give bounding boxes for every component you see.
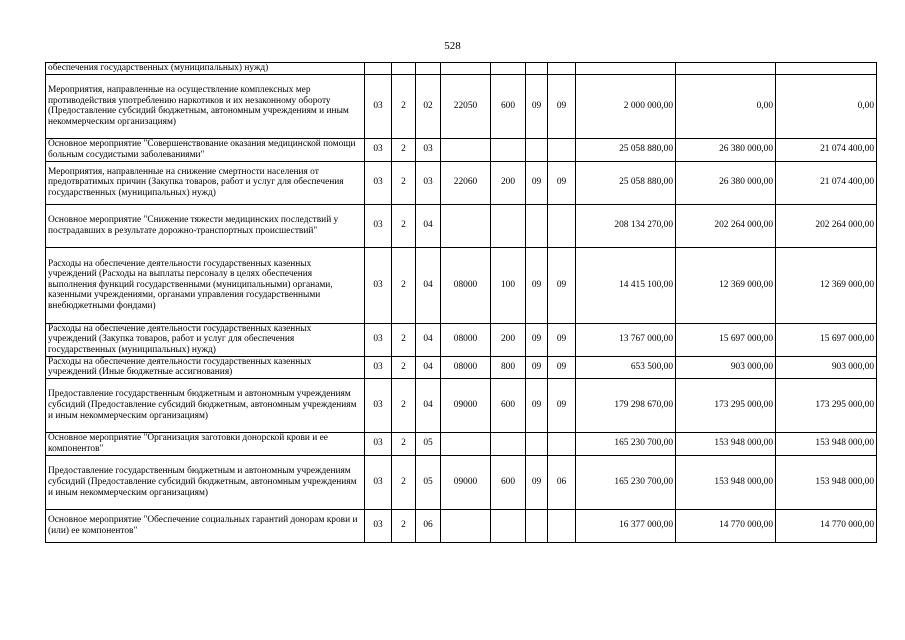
amount-year-3: 153 948 000,00: [776, 455, 877, 509]
code-section: 09: [526, 378, 548, 432]
code-subsection: 06: [548, 455, 576, 509]
amount-year-2: [676, 63, 776, 75]
code-section: 09: [526, 247, 548, 323]
code-direction: 08000: [441, 356, 491, 378]
code-section: 09: [526, 356, 548, 378]
amount-year-3: 21 074 400,00: [776, 138, 877, 161]
row-description: Расходы на обеспечение деятельности государственных казенных учреждений (Иные бюджетные ассигнования): [46, 356, 365, 378]
code-section: [526, 509, 548, 542]
code-section: 09: [526, 74, 548, 138]
table-row: [46, 74, 877, 138]
code-section: [526, 432, 548, 455]
code-program: 03: [365, 247, 392, 323]
table-row: [46, 161, 877, 204]
amount-year-2: 153 948 000,00: [676, 432, 776, 455]
amount-year-2: 15 697 000,00: [676, 323, 776, 356]
code-expense-type: 600: [491, 455, 526, 509]
code-section: [526, 63, 548, 75]
code-program: 03: [365, 455, 392, 509]
code-direction: 22060: [441, 161, 491, 204]
amount-year-2: 903 000,00: [676, 356, 776, 378]
row-description: обеспечения государственных (муниципальных) нужд): [46, 63, 365, 75]
code-program: 03: [365, 509, 392, 542]
amount-year-1: 208 134 270,00: [576, 204, 676, 247]
code-expense-type: [491, 509, 526, 542]
amount-year-1: 179 298 670,00: [576, 378, 676, 432]
code-subsection: 09: [548, 356, 576, 378]
code-activity: 06: [416, 509, 441, 542]
amount-year-1: 14 415 100,00: [576, 247, 676, 323]
code-activity: 04: [416, 356, 441, 378]
code-subsection: 09: [548, 74, 576, 138]
amount-year-1: 653 500,00: [576, 356, 676, 378]
code-direction: [441, 432, 491, 455]
code-subsection: [548, 138, 576, 161]
code-direction: 08000: [441, 323, 491, 356]
code-subprogram: 2: [392, 138, 416, 161]
code-expense-type: 800: [491, 356, 526, 378]
table-row: [46, 455, 877, 509]
row-description: Предоставление государственным бюджетным и автономным учреждениям субсидий (Предоставление субсидий бюджетным, автономным учреждениям и иным некоммерческим организациям): [46, 378, 365, 432]
code-direction: 09000: [441, 455, 491, 509]
code-program: 03: [365, 138, 392, 161]
code-activity: 05: [416, 455, 441, 509]
code-subprogram: 2: [392, 161, 416, 204]
code-direction: 09000: [441, 378, 491, 432]
amount-year-2: 202 264 000,00: [676, 204, 776, 247]
code-subsection: [548, 432, 576, 455]
budget-table: [45, 62, 877, 543]
code-subprogram: 2: [392, 432, 416, 455]
code-expense-type: 600: [491, 378, 526, 432]
amount-year-1: 25 058 880,00: [576, 161, 676, 204]
page-number: 528: [444, 40, 461, 52]
amount-year-2: 153 948 000,00: [676, 455, 776, 509]
code-subprogram: 2: [392, 455, 416, 509]
code-subprogram: 2: [392, 323, 416, 356]
amount-year-3: 202 264 000,00: [776, 204, 877, 247]
code-subprogram: 2: [392, 204, 416, 247]
table-row: [46, 356, 877, 378]
amount-year-1: 2 000 000,00: [576, 74, 676, 138]
table-row: [46, 247, 877, 323]
row-description: Предоставление государственным бюджетным и автономным учреждениям субсидий (Предоставление субсидий бюджетным, автономным учреждениям и иным некоммерческим организациям): [46, 455, 365, 509]
code-subsection: 09: [548, 161, 576, 204]
code-activity: 04: [416, 247, 441, 323]
table-body: [46, 63, 877, 543]
amount-year-2: 26 380 000,00: [676, 161, 776, 204]
amount-year-1: 25 058 880,00: [576, 138, 676, 161]
code-direction: [441, 509, 491, 542]
table-row: [46, 323, 877, 356]
table-row: [46, 509, 877, 542]
code-activity: 04: [416, 323, 441, 356]
code-activity: 02: [416, 74, 441, 138]
amount-year-1: 165 230 700,00: [576, 432, 676, 455]
amount-year-3: 0,00: [776, 74, 877, 138]
row-description: Расходы на обеспечение деятельности государственных казенных учреждений (Закупка товаров, работ и услуг для обеспечения государственных (муниципальных) нужд): [46, 323, 365, 356]
amount-year-1: 16 377 000,00: [576, 509, 676, 542]
amount-year-3: 173 295 000,00: [776, 378, 877, 432]
amount-year-3: 14 770 000,00: [776, 509, 877, 542]
table-row: [46, 432, 877, 455]
code-subsection: [548, 63, 576, 75]
row-description: Основное мероприятие "Организация заготовки донорской крови и ее компонентов": [46, 432, 365, 455]
code-subsection: 09: [548, 247, 576, 323]
code-expense-type: [491, 432, 526, 455]
code-section: [526, 138, 548, 161]
code-subsection: 09: [548, 323, 576, 356]
amount-year-2: 173 295 000,00: [676, 378, 776, 432]
amount-year-3: 903 000,00: [776, 356, 877, 378]
row-description: Расходы на обеспечение деятельности государственных казенных учреждений (Расходы на выплаты персоналу в целях обеспечения выполнения функций государственными (муниципальными) органами, казенными учреждениями, органами управления государственными внебюджетными фондами): [46, 247, 365, 323]
code-activity: 05: [416, 432, 441, 455]
code-activity: 04: [416, 204, 441, 247]
code-expense-type: 600: [491, 74, 526, 138]
code-subprogram: [392, 63, 416, 75]
row-description: Основное мероприятие "Снижение тяжести медицинских последствий у пострадавших в результате дорожно-транспортных происшествий": [46, 204, 365, 247]
code-program: 03: [365, 204, 392, 247]
code-subsection: [548, 204, 576, 247]
code-direction: 22050: [441, 74, 491, 138]
table-row: [46, 138, 877, 161]
code-activity: 03: [416, 161, 441, 204]
amount-year-2: 14 770 000,00: [676, 509, 776, 542]
amount-year-3: [776, 63, 877, 75]
code-expense-type: 200: [491, 161, 526, 204]
table-row: [46, 63, 877, 75]
row-description: Мероприятия, направленные на снижение смертности населения от предотвратимых причин (Закупка товаров, работ и услуг для обеспечения государственных (муниципальных) нужд): [46, 161, 365, 204]
code-section: 09: [526, 323, 548, 356]
code-subsection: [548, 509, 576, 542]
amount-year-3: 12 369 000,00: [776, 247, 877, 323]
row-description: Основное мероприятие "Совершенствование оказания медицинской помощи больным сосудистыми заболеваниями": [46, 138, 365, 161]
code-subprogram: 2: [392, 247, 416, 323]
code-expense-type: [491, 63, 526, 75]
code-expense-type: [491, 138, 526, 161]
amount-year-2: 12 369 000,00: [676, 247, 776, 323]
code-section: 09: [526, 455, 548, 509]
code-expense-type: 100: [491, 247, 526, 323]
code-program: 03: [365, 432, 392, 455]
code-subprogram: 2: [392, 356, 416, 378]
code-program: [365, 63, 392, 75]
amount-year-1: [576, 63, 676, 75]
row-description: Основное мероприятие "Обеспечение социальных гарантий донорам крови и (или) ее компонентов": [46, 509, 365, 542]
amount-year-3: 15 697 000,00: [776, 323, 877, 356]
amount-year-2: 0,00: [676, 74, 776, 138]
code-expense-type: 200: [491, 323, 526, 356]
amount-year-3: 21 074 400,00: [776, 161, 877, 204]
code-activity: 03: [416, 138, 441, 161]
code-direction: [441, 63, 491, 75]
row-description: Мероприятия, направленные на осуществление комплексных мер противодействия употреблению наркотиков и их незаконному обороту (Предоставление субсидий бюджетным, автономным учреждениям и иным некоммерческим организациям): [46, 74, 365, 138]
code-subprogram: 2: [392, 509, 416, 542]
code-program: 03: [365, 356, 392, 378]
code-program: 03: [365, 323, 392, 356]
code-subprogram: 2: [392, 378, 416, 432]
code-direction: [441, 138, 491, 161]
code-activity: [416, 63, 441, 75]
table-row: [46, 378, 877, 432]
code-program: 03: [365, 161, 392, 204]
table-row: [46, 204, 877, 247]
code-expense-type: [491, 204, 526, 247]
amount-year-1: 165 230 700,00: [576, 455, 676, 509]
code-section: 09: [526, 161, 548, 204]
code-activity: 04: [416, 378, 441, 432]
code-section: [526, 204, 548, 247]
amount-year-3: 153 948 000,00: [776, 432, 877, 455]
code-subprogram: 2: [392, 74, 416, 138]
amount-year-1: 13 767 000,00: [576, 323, 676, 356]
amount-year-2: 26 380 000,00: [676, 138, 776, 161]
code-direction: [441, 204, 491, 247]
code-subsection: 09: [548, 378, 576, 432]
code-direction: 08000: [441, 247, 491, 323]
code-program: 03: [365, 378, 392, 432]
code-program: 03: [365, 74, 392, 138]
